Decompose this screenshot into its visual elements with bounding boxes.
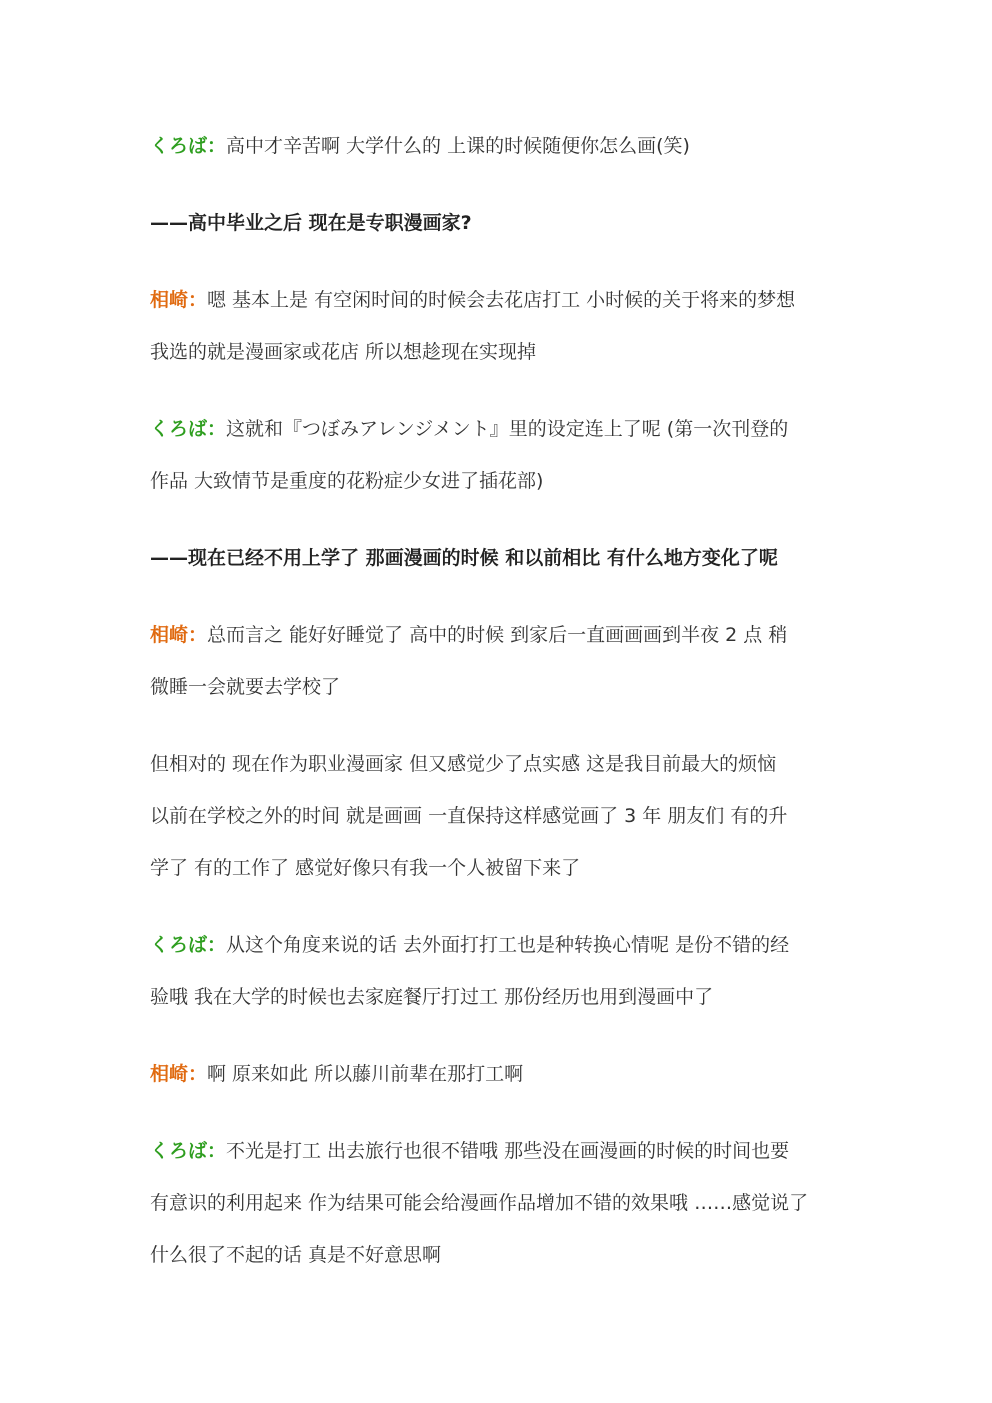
paragraph-line bbox=[150, 1125, 850, 1177]
speaker-label: 相崎： bbox=[150, 1063, 208, 1085]
speaker-label: くろば： bbox=[150, 418, 227, 440]
paragraph-kuroba-4 bbox=[150, 1125, 850, 1281]
paragraph-text: 啊 原来如此 所以藤川前辈在那打工啊 bbox=[207, 1063, 524, 1085]
paragraph-text: 作品 大致情节是重度的花粉症少女进了插花部) bbox=[150, 470, 544, 492]
speaker-label: くろば： bbox=[150, 934, 227, 956]
paragraph-text: 微睡一会就要去学校了 bbox=[150, 676, 341, 698]
speaker-label: くろば： bbox=[150, 135, 227, 157]
paragraph-text: 我选的就是漫画家或花店 所以想趁现在实现掉 bbox=[150, 341, 537, 363]
paragraph-aizaki-2 bbox=[150, 609, 850, 713]
paragraph-text: 从这个角度来说的话 去外面打打工也是种转换心情呢 是份不错的经 bbox=[226, 934, 790, 956]
speaker-label: 相崎： bbox=[150, 624, 208, 646]
speaker-label: くろば： bbox=[150, 1140, 227, 1162]
paragraph-text: 高中才辛苦啊 大学什么的 上课的时候随便你怎么画(笑) bbox=[226, 135, 690, 157]
paragraph-text: 这就和『つぼみアレンジメント』里的设定连上了呢 (第一次刊登的 bbox=[226, 418, 789, 440]
paragraph-plain-1 bbox=[150, 738, 850, 894]
paragraph-line bbox=[150, 120, 850, 172]
paragraph-line bbox=[150, 403, 850, 455]
question-text: ——现在已经不用上学了 那画漫画的时候 和以前相比 有什么地方变化了呢 bbox=[150, 547, 778, 569]
paragraph-kuroba-1 bbox=[150, 120, 850, 172]
paragraph-kuroba-2 bbox=[150, 403, 850, 507]
paragraph-line bbox=[150, 274, 850, 326]
paragraph-text: 验哦 我在大学的时候也去家庭餐厅打过工 那份经历也用到漫画中了 bbox=[150, 986, 714, 1008]
paragraph-text: 不光是打工 出去旅行也很不错哦 那些没在画漫画的时候的时间也要 bbox=[226, 1140, 790, 1162]
paragraph-text: 总而言之 能好好睡觉了 高中的时候 到家后一直画画画到半夜 2 点 稍 bbox=[207, 624, 788, 646]
paragraph-line bbox=[150, 1048, 850, 1100]
paragraph-aizaki-3 bbox=[150, 1048, 850, 1100]
question-text: ——高中毕业之后 现在是专职漫画家? bbox=[150, 212, 472, 234]
paragraph-kuroba-3 bbox=[150, 919, 850, 1023]
paragraph-text: 有意识的利用起来 作为结果可能会给漫画作品增加不错的效果哦 ……感觉说了 bbox=[150, 1192, 809, 1214]
speaker-label: 相崎： bbox=[150, 289, 208, 311]
question-2 bbox=[150, 532, 850, 584]
paragraph-line bbox=[150, 609, 850, 661]
paragraph-text: 学了 有的工作了 感觉好像只有我一个人被留下来了 bbox=[150, 857, 581, 879]
question-1 bbox=[150, 197, 850, 249]
paragraph-text: 什么很了不起的话 真是不好意思啊 bbox=[150, 1244, 442, 1266]
paragraph-text: 以前在学校之外的时间 就是画画 一直保持这样感觉画了 3 年 朋友们 有的升 bbox=[150, 805, 788, 827]
paragraph-line bbox=[150, 919, 850, 971]
paragraph-text: 嗯 基本上是 有空闲时间的时候会去花店打工 小时候的关于将来的梦想 bbox=[207, 289, 796, 311]
paragraph-aizaki-1 bbox=[150, 274, 850, 378]
paragraph-text: 但相对的 现在作为职业漫画家 但又感觉少了点实感 这是我目前最大的烦恼 bbox=[150, 753, 777, 775]
